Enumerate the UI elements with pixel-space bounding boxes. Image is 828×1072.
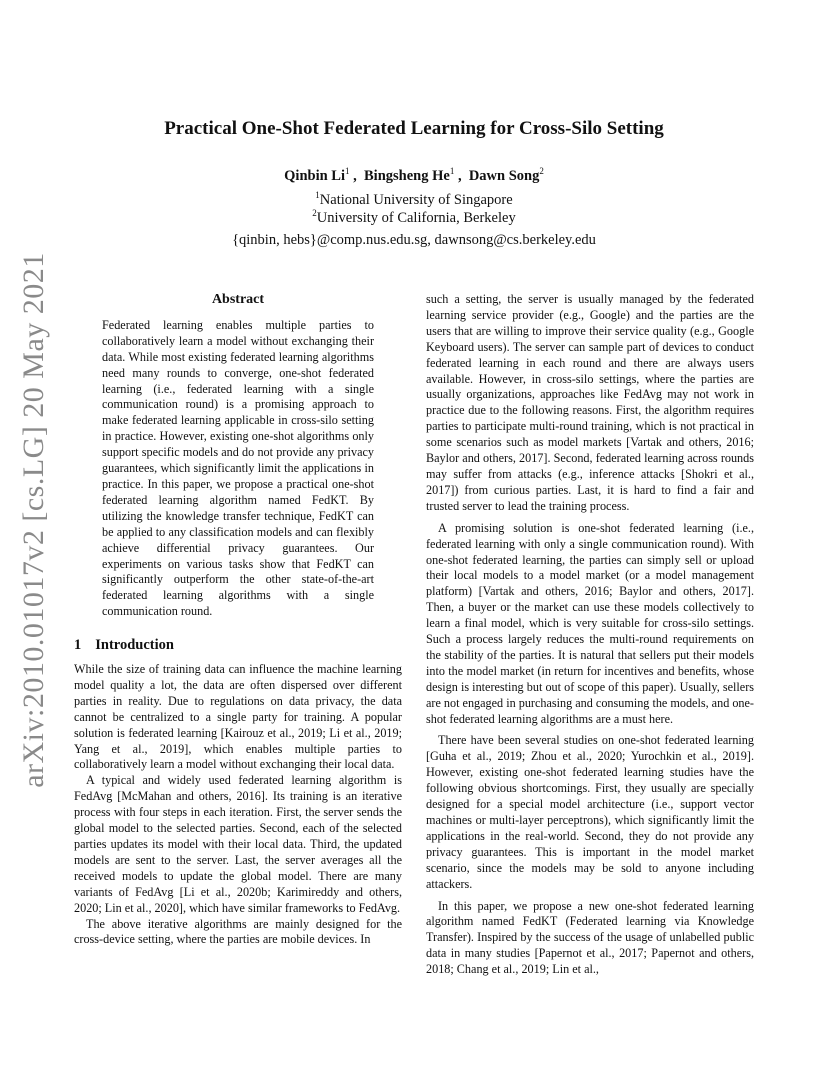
paragraph: A typical and widely used federated learning algorithm is FedAvg [McMahan and others, 2016]. Its training is an iterative process with four steps in each iteration. First, the server sends the global model to the selected parties. Second, each of the selected parties updates its model with their local data. Third, the updated models are sent to the server. Last, the server averages all the received models to update the global model. There are many variants of FedAvg [Li et al., 2020b; Karimireddy and others, 2020; Lin et al., 2020], which have similar frameworks to FedAvg. bbox=[74, 773, 402, 915]
affiliation bbox=[0, 208, 828, 227]
affiliation-mark: 2 bbox=[312, 208, 317, 218]
abstract-body: Federated learning enables multiple parties to collaboratively learn a model without exchanging their data. While most existing federated learning algorithms need many rounds to converge, one-shot federated learning (i.e., federated learning with a single communication round) is a promising approach to make federated learning applicable in cross-silo setting in practice. However, existing one-shot algorithms only support specific models and do not provide any privacy guarantees, which significantly limit the applications in practice. In this paper, we propose a practical one-shot federated learning algorithm named FedKT. By utilizing the knowledge transfer technique, FedKT can be applied to any classification models and can flexibly achieve differential privacy guarantees. Our experiments on various tasks show that FedKT can significantly outperform the other state-of-the-art federated learning algorithms with a single communication round. bbox=[102, 317, 374, 619]
author-name: Qinbin Li bbox=[284, 167, 346, 184]
paragraph: A promising solution is one-shot federated learning (i.e., federated learning with only a single communication round). With one-shot federated learning, the parties can simply sell or upload their local models to a model market (or a model management platform) [Vartak and others, 2016; Baylor and others, 2017]. Then, a buyer or the market can use these models collectively to learn a final model, which is very suitable for cross-silo settings. Such a process largely reduces the multi-round requirements on the stability of the parties. It is natural that sellers put their models into the model market (in return for incentives and benefits, whose design is interesting but out of scope of this paper). Usually, sellers are not engaged in purchasing and consuming the models, and one-shot federated learning algorithms are a must here. bbox=[426, 520, 754, 726]
arxiv-side-stamp bbox=[10, 252, 58, 788]
paragraph: There have been several studies on one-shot federated learning [Guha et al., 2019; Zhou et al., 2020; Yurochkin et al., 2019]. However, existing one-shot federated learning studies have the following obvious shortcomings. First, they usually are specially designed for a special model architecture (i.e., support vector machines or multi-layer perceptrons), which significantly limit the applications in the real-world. Second, they do not provide any privacy guarantees. This is important in the model market scenario, since the models may be sold to anyone including attackers. bbox=[426, 733, 754, 891]
left-column bbox=[74, 292, 402, 948]
paragraph: In this paper, we propose a new one-shot federated learning algorithm named FedKT (Federated learning via Knowledge Transfer). Inspired by the success of the usage of unlabelled public data in many studies [Papernot et al., 2017; Papernot and others, 2018; Chang et al., 2019; Lin et al., bbox=[426, 898, 754, 977]
section-title: Introduction bbox=[95, 637, 174, 654]
affiliation-mark: 1 bbox=[315, 190, 320, 200]
section-number: 1 bbox=[74, 637, 82, 654]
abstract-heading: Abstract bbox=[211, 292, 265, 307]
arxiv-identifier: arXiv:2010.01017v2 [cs.LG] 20 May 2021 bbox=[17, 252, 50, 788]
author-affiliation-mark: 2 bbox=[539, 166, 544, 176]
author-list: Qinbin Li$^1$ , Bingsheng He$^1$ , Dawn Song$^2$ bbox=[284, 166, 544, 184]
paragraph: While the size of training data can influence the machine learning model quality a lot, the data are often dispersed over different parties in reality. Due to regulations on data privacy, the data cannot be centralized to a single party for training. A popular solution is federated learning [Kairouz et al., 2019; Li et al., 2019; Yang et al., 2019], which enables multiple parties to collaboratively learn a model without exchanging their local data. bbox=[74, 662, 402, 772]
author-emails: {qinbin, hebs}@comp.nus.edu.sg, dawnsong@cs.berkeley.edu bbox=[232, 232, 596, 248]
paragraph: The above iterative algorithms are mainly designed for the cross-device setting, where the parties are mobile devices. In bbox=[74, 916, 402, 947]
right-column bbox=[426, 292, 754, 978]
author-affiliation-mark: 1 bbox=[449, 166, 455, 176]
author-name: Dawn Song bbox=[468, 167, 540, 184]
author-affiliation-mark: 1 bbox=[345, 166, 350, 176]
affiliation-name: National University of Singapore bbox=[319, 191, 513, 208]
author-name: Bingsheng He bbox=[364, 167, 450, 184]
affiliation bbox=[0, 190, 828, 209]
section-heading bbox=[74, 638, 402, 654]
affiliation-name: University of California, Berkeley bbox=[316, 209, 516, 226]
paragraph: such a setting, the server is usually managed by the federated learning service provider (e.g., Google) and the parties are the users that are willing to improve their service quality (e.g., Google Keyboard users). The server can sample part of devices to conduct federated learning in each round and there are always users available. However, in cross-silo settings, where the parties are usually organizations, approaches like FedAvg may not work in practice due to the following reasons. First, the algorithm requires parties to participate multi-round training, which is not practical in some scenarios such as model markets [Vartak and others, 2016; Baylor and others, 2017]. Second, federated learning across rounds may suffer from attacks (e.g., inference attacks [Shokri et al., 2017]) from curious parties. Last, it is hard to find a fair and trusted server to lead the training process. bbox=[426, 292, 754, 513]
paper-title: Practical One-Shot Federated Learning for Cross-Silo Setting bbox=[164, 118, 664, 139]
